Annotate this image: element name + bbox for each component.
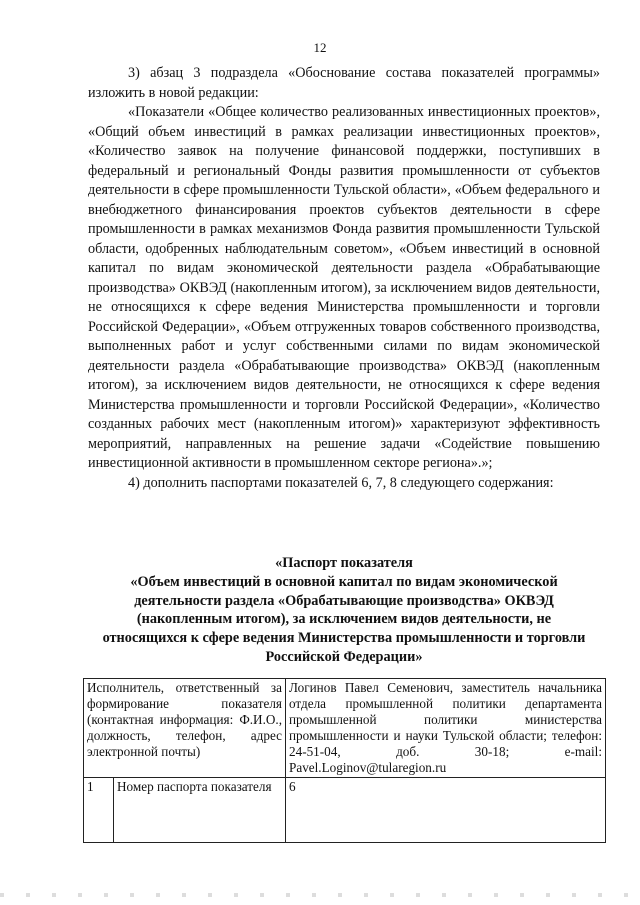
responsible-value-cell: Логинов Павел Семенович, заместитель начальника отдела промышленной политики департамента промышленной политики министерства промышленности и науки Тульской области; телефон: 24-51-04, доб. 30-18; e-mail: Pavel.Loginov@tularegion.ru <box>286 679 606 778</box>
body-text <box>88 64 600 493</box>
table-row <box>84 679 606 778</box>
passport-title-indicator: «Объем инвестиций в основной капитал по видам экономической деятельности раздела «Обрабатывающие производства» ОКВЭД (накопленным итогом), за исключением видов деятельности, не относящихся к сфере ведения Министерства промышленности и торговли Российской Федерации» <box>102 573 586 665</box>
paragraph-amendment-4: 4) дополнить паспортами показателей 6, 7, 8 следующего содержания: <box>128 474 554 491</box>
paragraph-amendment-3: 3) абзац 3 подраздела «Обоснование состава показателей программы» изложить в новой редакции: <box>88 65 600 101</box>
row-number-cell: 1 <box>84 778 114 843</box>
paragraph-indicators: «Показатели «Общее количество реализованных инвестиционных проектов», «Общий объем инвестиций в рамках реализации инвестиционных проектов», «Количество заявок на получение финансовой поддержки, поступивших в федеральный и региональный Фонды развития промышленности от субъектов деятельности в сфере промышленности Тульской области», «Объем федерального и внебюджетного финансирования проектов субъектов деятельности в сфере промышленности в рамках механизмов Фонда развития промышленности Тульской области, одобренных наблюдательным советом», «Объем инвестиций в основной капитал по видам экономической деятельности раздела «Обрабатывающие производства» ОКВЭД (накопленным итогом), за исключением видов деятельности, не относящихся к сфере ведения Министерства промышленности и торговли Российской Федерации», «Объем отгруженных товаров собственного производства, выполненных работ и услуг собственными силами по видам экономической деятельности раздела «Обрабатывающие производства» ОКВЭД (накопленным итогом), за исключением видов деятельности, не относящихся к сфере ведения Министерства промышленности и торговли Российской Федерации», «Количество созданных рабочих мест (накопленным итогом)» характеризуют эффективность мероприятий, направленных на решение задачи «Содействие повышению инвестиционной активности в промышленном секторе региона».»; <box>88 104 600 471</box>
passport-number-label-cell: Номер паспорта показателя <box>114 778 286 843</box>
passport-title <box>100 554 588 667</box>
responsible-label-cell: Исполнитель, ответственный за формирование показателя (контактная информация: Ф.И.О., должность, телефон, адрес электронной почты) <box>84 679 286 778</box>
passport-number-value-cell: 6 <box>286 778 606 843</box>
passport-title-line1: «Паспорт показателя <box>275 555 413 571</box>
table-row <box>84 778 606 843</box>
scan-artifact-divider <box>0 893 640 897</box>
page-number: 12 <box>313 40 327 55</box>
passport-table <box>83 678 606 843</box>
